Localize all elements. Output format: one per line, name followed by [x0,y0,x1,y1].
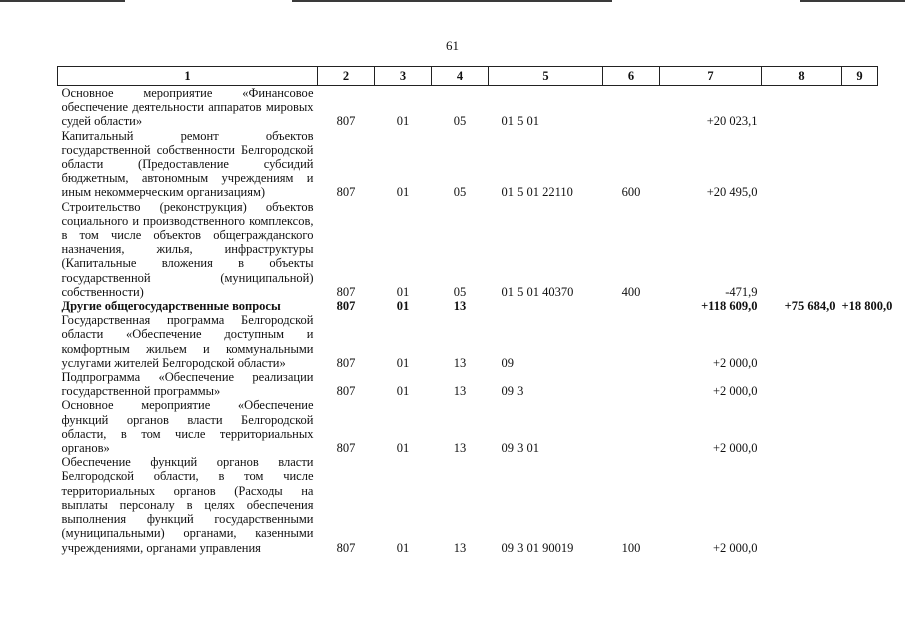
row-subsection: 13 [453,299,467,314]
row-description: Государственная программа Белгородской области «Обеспечение доступным и комфортным жильем и коммунальными услугами жителей Белгородской области» [61,313,314,370]
header-col-8: 8 [762,67,842,86]
row-expense-type [603,86,660,129]
header-col-9: 9 [842,67,878,86]
row-amount-current: +2 000,0 [712,384,758,399]
row-description: Строительство (реконструкция) объектов социального и производственного комплексов, в том числе объектов общегражданского назначения, жилья, инфраструктуры (Капитальные вложения в объекты государственной (муниципальной) собственности) [61,199,314,299]
row-subsection: 13 [453,441,467,456]
row-amount-next [762,455,842,554]
row-subsection: 05 [453,284,467,299]
row-amount-after [842,313,878,370]
row-target-article: 09 3 [501,384,524,399]
row-target-article: 09 3 01 90019 [501,540,574,555]
row-grbs-code: 807 [336,185,356,200]
table-row [58,398,878,455]
row-amount-next [762,370,842,398]
table-row [58,200,878,299]
scan-edge-right [800,0,905,2]
row-expense-type [603,370,660,398]
header-col-1: 1 [58,67,318,86]
table-row [58,299,878,313]
row-subsection: 13 [453,540,467,555]
row-amount-current: +2 000,0 [712,540,758,555]
row-amount-next [762,129,842,200]
scan-edge-mid [292,0,612,2]
scan-edge-left [0,0,125,2]
row-target-article: 01 5 01 40370 [501,284,574,299]
header-col-6: 6 [603,67,660,86]
page-number: 61 [446,38,459,53]
budget-table [57,66,893,555]
row-section: 01 [396,355,410,370]
row-amount-after [842,455,878,554]
row-amount-current: +20 023,1 [706,114,758,129]
table-row [58,129,878,200]
row-amount-next [762,86,842,129]
row-section: 01 [396,185,410,200]
row-description: Основное мероприятие «Обеспечение функций органов власти Белгородской области, в том числе территориальных органов» [61,398,314,456]
row-section: 01 [396,299,410,314]
row-expense-type: 600 [621,185,641,200]
row-section: 01 [396,384,410,399]
row-amount-after: +18 800,0 [841,299,893,314]
row-section: 01 [396,540,410,555]
row-grbs-code: 807 [336,540,356,555]
table-row [58,370,878,398]
row-target-article: 09 [501,355,514,370]
row-description: Капитальный ремонт объектов государственной собственности Белгородской области (Предоставление субсидий бюджетным, автономным учреждениям и иным некоммерческим организациям) [61,128,314,200]
row-section: 01 [396,284,410,299]
row-amount-current: +20 495,0 [706,185,758,200]
row-subsection: 05 [453,185,467,200]
row-amount-after [842,86,878,129]
row-amount-current: +118 609,0 [701,299,758,314]
row-description: Другие общегосударственные вопросы [61,299,281,314]
header-row [58,67,878,86]
row-amount-next [762,398,842,455]
row-target-article [489,299,603,313]
row-expense-type [603,398,660,455]
row-target-article: 01 5 01 22110 [501,185,573,200]
row-grbs-code: 807 [336,355,356,370]
row-amount-next [762,200,842,299]
row-amount-current: +2 000,0 [712,441,758,456]
row-amount-current: -471,9 [725,284,758,299]
row-amount-after [842,200,878,299]
row-grbs-code: 807 [336,114,356,129]
row-target-article: 09 3 01 [501,441,539,456]
row-amount-after [842,129,878,200]
row-target-article: 01 5 01 [501,114,539,129]
table-row [58,86,878,129]
row-section: 01 [396,441,410,456]
row-description: Подпрограмма «Обеспечение реализации государственной программы» [61,370,314,399]
row-description: Основное мероприятие «Финансовое обеспечение деятельности аппаратов мировых судей области» [61,86,314,129]
row-description: Обеспечение функций органов власти Белгородской области, в том числе территориальных органов (Расходы на выплаты персоналу в целях обеспечения выполнения функций государственными (муниципальными) органами, казенными учреждениями, органами управления [61,455,314,555]
row-amount-next [762,313,842,370]
row-expense-type [603,299,660,313]
header-col-5: 5 [489,67,603,86]
row-expense-type [603,313,660,370]
row-grbs-code: 807 [336,284,356,299]
header-col-3: 3 [375,67,432,86]
row-expense-type: 400 [621,284,641,299]
row-subsection: 13 [453,355,467,370]
row-amount-after [842,398,878,455]
row-section: 01 [396,114,410,129]
row-grbs-code: 807 [336,384,356,399]
row-amount-after [842,370,878,398]
row-grbs-code: 807 [336,441,356,456]
row-amount-next: +75 684,0 [784,299,836,314]
row-subsection: 13 [453,384,467,399]
header-col-2: 2 [318,67,375,86]
row-expense-type: 100 [621,540,641,555]
header-col-7: 7 [660,67,762,86]
header-col-4: 4 [432,67,489,86]
row-subsection: 05 [453,114,467,129]
row-amount-current: +2 000,0 [712,355,758,370]
table-row [58,313,878,370]
row-grbs-code: 807 [336,299,356,314]
table-row [58,455,878,554]
